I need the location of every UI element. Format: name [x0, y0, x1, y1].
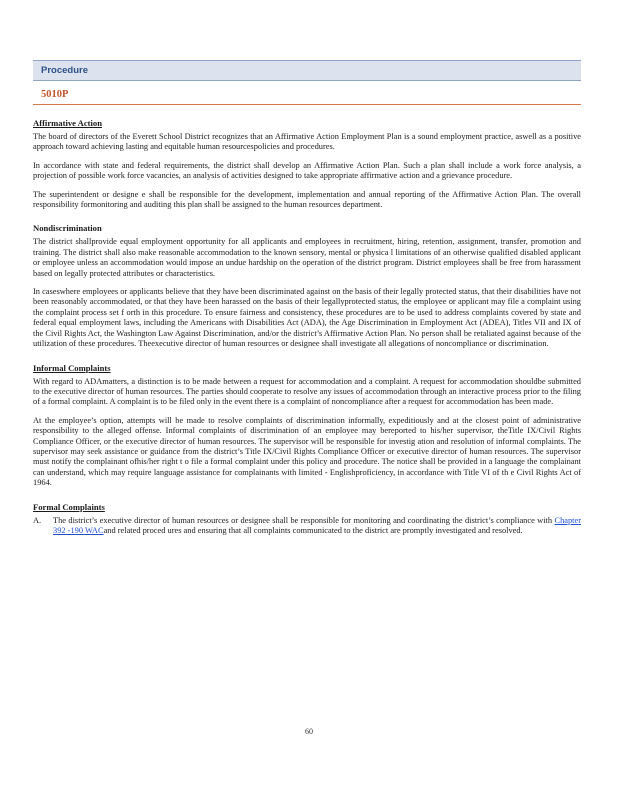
- section-heading: Affirmative Action: [33, 118, 102, 128]
- section-formal-complaints: [33, 502, 581, 537]
- paragraph: With regard to ADAmatters, a distinction is to be made between a request for accommodation and a complaint. A request for accommodation shouldbe submitted to the executive director of human resources. The parties should cooperate to resolve any issues of accommodation through an interactive process prior to the filing of a formal complaint. A complaint is to be filed only in the event there is a complaint of noncompliance after a request for accommodation has been made.: [33, 376, 581, 407]
- procedure-header: [33, 60, 581, 81]
- paragraph: At the employee’s option, attempts will be made to resolve complaints of discrimination informally, expeditiously and at the closest point of administrative responsibility to the alleged offense. Informal complaints of discrimination of an employee may bereported to his/her supervisor, theTitle IX/Civil Rights Compliance Officer, or the executive director of human resources. The supervisor will be responsible for investig ation and resolution of informal complaints. The supervisor may seek assistance or guidance from the district’s Title IX/Civil Rights Compliance Officer or executive director of human resources. The supervisor must notify the complainant ofhis/her right t o file a formal complaint under this policy and procedure. The notice shall be provided in a language the complainant can understand, which may require language assistance for complainants with limited - Englishproficiency, in accordance with Title VI of th e Civil Rights Act of 1964.: [33, 415, 581, 488]
- section-heading: Formal Complaints: [33, 501, 105, 512]
- list-marker: A.: [33, 515, 42, 525]
- section-informal-complaints: [33, 363, 581, 489]
- section-nondiscrimination: [33, 223, 581, 349]
- page-number: 60: [305, 727, 313, 736]
- document-page: [33, 60, 581, 536]
- section-heading: Nondiscrimination: [33, 223, 102, 234]
- section-heading: Informal Complaints: [33, 362, 111, 373]
- procedure-title: Procedure: [41, 65, 88, 76]
- wac-chapter-link[interactable]: Chapter 392 -190 WAC: [53, 515, 581, 535]
- paragraph: The superintendent or designe e shall be responsible for the development, implementation and annual reporting of the Affirmative Action Plan. The overall responsibility formonitoring and auditing this plan shall be assigned to the human resources department.: [33, 189, 581, 210]
- list-item-text: The district’s executive director of human resources or designee shall be responsible for monitoring and coordinating the district’s compliance with Chapter 392 -190 WACand related proced ures and ensuring that all complaints communicated to the district are promptly investigated and resolved.: [53, 515, 581, 535]
- policy-code-bar: [33, 85, 581, 105]
- policy-code: 5010P: [41, 89, 69, 100]
- list-item: [33, 516, 581, 537]
- paragraph: In caseswhere employees or applicants believe that they have been discriminated against on the basis of their legally protected status, that their disabilities have not been reasonably accommodated, or that they have been harassed on the basis of their legallyprotected status, the employee or applicant may file a complaint using the complaint process set f orth in this procedure. To ensure fairness and consistency, these procedures are to be used to address complaints covered by state and federal equal employment laws, including the Americans with Disabilities Act (ADA), the Age Discrimination in Employment Act (ADEA), Titles VII and IX of the Civil Rights Act, the Washington Law Against Discrimination, and/or the district’s Affirmative Action Plan. No person shall be retaliated against because of the utilization of these procedures. Theexecutive director of human resources or designee shall investigate all allegations of noncompliance or discrimination.: [33, 287, 581, 349]
- paragraph: The district shallprovide equal employment opportunity for all applicants and employees in recruitment, hiring, retention, assignment, transfer, promotion and training. The district shall also make reasonable accommodation to the known sensory, mental or physica l limitations of an otherwise qualified disabled applicant or employee unless an accommodation would impose an undue hardship on the operation of the district program. District employees shall be free from harassment based on legally protected attributes or characteristics.: [33, 237, 581, 278]
- section-affirmative-action: [33, 118, 581, 210]
- paragraph: The board of directors of the Everett School District recognizes that an Affirmative Action Employment Plan is a sound employment practice, aswell as a positive approach toward achieving lasting and equitable human resourcespolicies and procedures.: [33, 132, 581, 152]
- paragraph: In accordance with state and federal requirements, the district shall develop an Affirmative Action Plan. Such a plan shall include a work force analysis, a projection of possible work force vacancies, an analysis of activities designed to take appropriate affirmative action and a grievance procedure.: [33, 160, 581, 181]
